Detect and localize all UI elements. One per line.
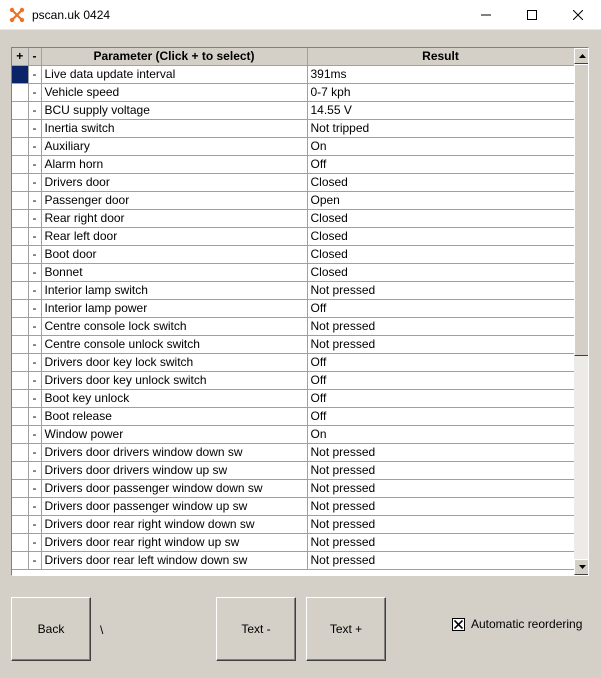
row-plus-cell[interactable] — [12, 516, 28, 534]
row-parameter-cell: Centre console unlock switch — [41, 336, 307, 354]
row-minus-cell[interactable]: - — [28, 138, 41, 156]
row-minus-cell[interactable]: - — [28, 408, 41, 426]
row-plus-cell[interactable] — [12, 354, 28, 372]
row-minus-cell[interactable]: - — [28, 516, 41, 534]
table-row[interactable] — [12, 516, 574, 534]
row-minus-cell[interactable]: - — [28, 426, 41, 444]
row-plus-cell[interactable] — [12, 336, 28, 354]
parameter-table — [12, 48, 574, 570]
table-row[interactable] — [12, 498, 574, 516]
row-parameter-cell: Drivers door rear left window down sw — [41, 552, 307, 570]
header-result[interactable]: Result — [307, 48, 574, 66]
table-row[interactable] — [12, 480, 574, 498]
row-minus-cell[interactable]: - — [28, 336, 41, 354]
row-parameter-cell: Alarm horn — [41, 156, 307, 174]
row-result-cell: Not pressed — [307, 282, 574, 300]
row-plus-cell[interactable] — [12, 372, 28, 390]
row-minus-cell[interactable]: - — [28, 390, 41, 408]
table-row[interactable] — [12, 444, 574, 462]
row-plus-cell[interactable] — [12, 318, 28, 336]
grid-viewport — [12, 48, 574, 575]
row-result-cell: Off — [307, 156, 574, 174]
row-result-cell: Not tripped — [307, 120, 574, 138]
scroll-thumb[interactable] — [574, 64, 589, 356]
row-parameter-cell: Drivers door rear right window up sw — [41, 534, 307, 552]
auto-reorder-checkbox[interactable] — [452, 618, 465, 631]
arrow-up-icon — [579, 54, 586, 58]
app-icon — [9, 7, 25, 23]
row-minus-cell[interactable]: - — [28, 354, 41, 372]
row-parameter-cell: Drivers door drivers window up sw — [41, 462, 307, 480]
row-minus-cell[interactable]: - — [28, 246, 41, 264]
header-parameter[interactable]: Parameter (Click + to select) — [41, 48, 307, 66]
row-result-cell: Not pressed — [307, 462, 574, 480]
row-result-cell: Off — [307, 354, 574, 372]
row-result-cell: Not pressed — [307, 480, 574, 498]
row-parameter-cell: BCU supply voltage — [41, 102, 307, 120]
row-minus-cell[interactable]: - — [28, 552, 41, 570]
row-plus-cell[interactable] — [12, 264, 28, 282]
row-parameter-cell: Bonnet — [41, 264, 307, 282]
close-button[interactable] — [555, 0, 601, 30]
checkmark-x-icon — [454, 620, 463, 629]
row-minus-cell[interactable]: - — [28, 534, 41, 552]
table-row[interactable] — [12, 264, 574, 282]
row-parameter-cell: Boot release — [41, 408, 307, 426]
row-plus-cell[interactable] — [12, 120, 28, 138]
row-plus-cell[interactable] — [12, 498, 28, 516]
row-parameter-cell: Rear left door — [41, 228, 307, 246]
path-text: \ — [100, 623, 104, 637]
table-row[interactable] — [12, 336, 574, 354]
table-row[interactable] — [12, 300, 574, 318]
row-minus-cell[interactable]: - — [28, 156, 41, 174]
row-parameter-cell: Drivers door — [41, 174, 307, 192]
table-header-row — [12, 48, 574, 66]
row-parameter-cell: Rear right door — [41, 210, 307, 228]
row-result-cell: On — [307, 426, 574, 444]
row-result-cell: 14.55 V — [307, 102, 574, 120]
table-row[interactable] — [12, 372, 574, 390]
table-row[interactable] — [12, 228, 574, 246]
row-result-cell: Closed — [307, 174, 574, 192]
row-parameter-cell: Interior lamp power — [41, 300, 307, 318]
row-plus-cell[interactable] — [12, 426, 28, 444]
text-decrease-button[interactable]: Text - — [216, 597, 296, 661]
row-result-cell: Not pressed — [307, 516, 574, 534]
row-plus-cell[interactable] — [12, 228, 28, 246]
row-result-cell: Closed — [307, 228, 574, 246]
table-row[interactable] — [12, 174, 574, 192]
row-plus-cell[interactable] — [12, 192, 28, 210]
row-parameter-cell: Drivers door key lock switch — [41, 354, 307, 372]
row-minus-cell[interactable]: - — [28, 462, 41, 480]
auto-reorder-option[interactable] — [452, 617, 582, 631]
row-plus-cell[interactable] — [12, 300, 28, 318]
header-minus[interactable]: - — [28, 48, 41, 66]
row-plus-cell[interactable] — [12, 408, 28, 426]
row-parameter-cell: Drivers door rear right window down sw — [41, 516, 307, 534]
row-result-cell: 391ms — [307, 66, 574, 84]
minimize-button[interactable] — [463, 0, 509, 30]
row-result-cell: Closed — [307, 264, 574, 282]
row-plus-cell[interactable] — [12, 552, 28, 570]
row-result-cell: Off — [307, 408, 574, 426]
row-minus-cell[interactable]: - — [28, 120, 41, 138]
table-row[interactable] — [12, 102, 574, 120]
row-plus-cell[interactable] — [12, 390, 28, 408]
back-button[interactable]: Back — [11, 597, 91, 661]
row-result-cell: Off — [307, 300, 574, 318]
window-title: pscan.uk 0424 — [32, 8, 111, 22]
row-result-cell: Not pressed — [307, 498, 574, 516]
row-minus-cell[interactable]: - — [28, 480, 41, 498]
row-parameter-cell: Window power — [41, 426, 307, 444]
arrow-down-icon — [579, 565, 586, 569]
row-plus-cell[interactable] — [12, 138, 28, 156]
row-plus-cell[interactable] — [12, 156, 28, 174]
row-minus-cell[interactable]: - — [28, 318, 41, 336]
row-result-cell: Open — [307, 192, 574, 210]
table-row[interactable] — [12, 66, 574, 84]
table-row[interactable] — [12, 282, 574, 300]
row-parameter-cell: Inertia switch — [41, 120, 307, 138]
row-result-cell: Closed — [307, 246, 574, 264]
text-increase-button[interactable]: Text + — [306, 597, 386, 661]
row-minus-cell[interactable]: - — [28, 192, 41, 210]
table-row[interactable] — [12, 390, 574, 408]
row-plus-cell[interactable] — [12, 534, 28, 552]
table-row[interactable] — [12, 138, 574, 156]
row-parameter-cell: Drivers door drivers window down sw — [41, 444, 307, 462]
row-minus-cell[interactable]: - — [28, 498, 41, 516]
maximize-icon — [527, 10, 537, 20]
row-minus-cell[interactable]: - — [28, 264, 41, 282]
table-row[interactable] — [12, 534, 574, 552]
row-plus-cell[interactable] — [12, 480, 28, 498]
maximize-button[interactable] — [509, 0, 555, 30]
row-result-cell: On — [307, 138, 574, 156]
close-icon — [573, 10, 583, 20]
row-result-cell: Not pressed — [307, 318, 574, 336]
row-minus-cell[interactable]: - — [28, 84, 41, 102]
row-result-cell: 0-7 kph — [307, 84, 574, 102]
row-result-cell: Off — [307, 390, 574, 408]
table-row[interactable] — [12, 192, 574, 210]
row-minus-cell[interactable]: - — [28, 282, 41, 300]
table-row[interactable] — [12, 426, 574, 444]
row-minus-cell[interactable]: - — [28, 174, 41, 192]
table-row[interactable] — [12, 156, 574, 174]
row-plus-cell[interactable] — [12, 102, 28, 120]
row-plus-cell[interactable] — [12, 210, 28, 228]
row-parameter-cell: Drivers door key unlock switch — [41, 372, 307, 390]
row-parameter-cell: Boot door — [41, 246, 307, 264]
row-plus-cell[interactable] — [12, 174, 28, 192]
row-parameter-cell: Live data update interval — [41, 66, 307, 84]
row-parameter-cell: Interior lamp switch — [41, 282, 307, 300]
row-plus-cell[interactable] — [12, 66, 28, 84]
table-row[interactable] — [12, 408, 574, 426]
vertical-scrollbar[interactable] — [574, 48, 589, 575]
scroll-up-button[interactable] — [574, 48, 589, 64]
auto-reorder-label: Automatic reordering — [471, 617, 583, 631]
row-parameter-cell: Drivers door passenger window up sw — [41, 498, 307, 516]
scroll-down-button[interactable] — [574, 559, 589, 575]
row-minus-cell[interactable]: - — [28, 444, 41, 462]
header-plus[interactable]: + — [12, 48, 28, 66]
table-row[interactable] — [12, 462, 574, 480]
table-row[interactable] — [12, 354, 574, 372]
row-parameter-cell: Centre console lock switch — [41, 318, 307, 336]
minimize-icon — [481, 10, 491, 20]
row-parameter-cell: Boot key unlock — [41, 390, 307, 408]
row-plus-cell[interactable] — [12, 444, 28, 462]
row-parameter-cell: Passenger door — [41, 192, 307, 210]
row-parameter-cell: Auxiliary — [41, 138, 307, 156]
row-minus-cell[interactable]: - — [28, 228, 41, 246]
row-result-cell: Off — [307, 372, 574, 390]
row-result-cell: Not pressed — [307, 534, 574, 552]
row-plus-cell[interactable] — [12, 462, 28, 480]
title-bar — [0, 0, 601, 30]
row-minus-cell[interactable]: - — [28, 66, 41, 84]
row-plus-cell[interactable] — [12, 246, 28, 264]
row-parameter-cell: Drivers door passenger window down sw — [41, 480, 307, 498]
table-row[interactable] — [12, 84, 574, 102]
row-minus-cell[interactable]: - — [28, 372, 41, 390]
row-result-cell: Closed — [307, 210, 574, 228]
table-row[interactable] — [12, 318, 574, 336]
row-plus-cell[interactable] — [12, 282, 28, 300]
row-parameter-cell: Vehicle speed — [41, 84, 307, 102]
row-minus-cell[interactable]: - — [28, 300, 41, 318]
table-row[interactable] — [12, 552, 574, 570]
parameter-grid[interactable] — [11, 47, 589, 576]
row-result-cell: Not pressed — [307, 444, 574, 462]
table-row[interactable] — [12, 210, 574, 228]
row-result-cell: Not pressed — [307, 552, 574, 570]
table-row[interactable] — [12, 120, 574, 138]
row-minus-cell[interactable]: - — [28, 210, 41, 228]
row-result-cell: Not pressed — [307, 336, 574, 354]
row-plus-cell[interactable] — [12, 84, 28, 102]
table-row[interactable] — [12, 246, 574, 264]
row-minus-cell[interactable]: - — [28, 102, 41, 120]
